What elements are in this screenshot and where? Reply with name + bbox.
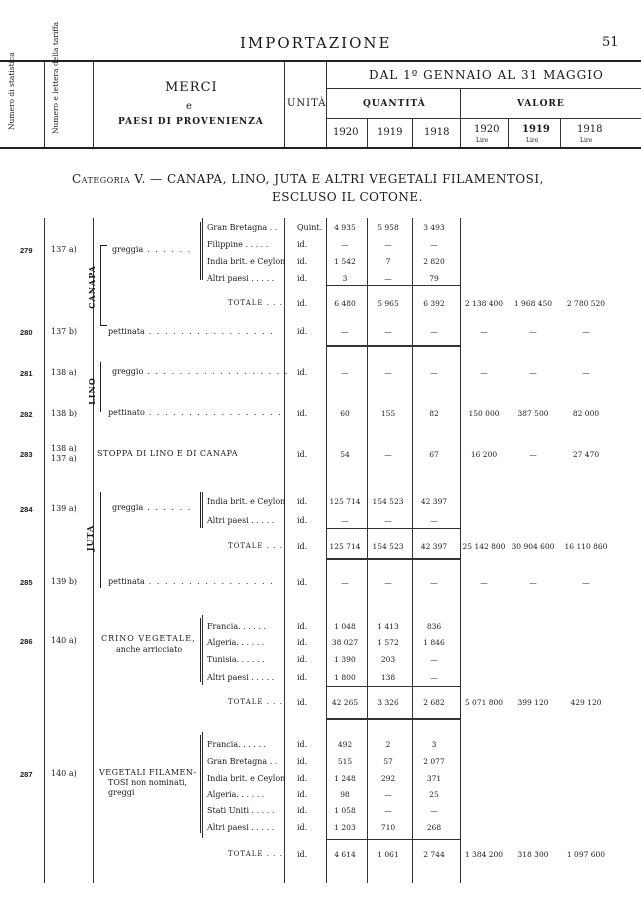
unit-cell: id. xyxy=(297,850,308,859)
unit-cell: id. xyxy=(297,698,308,707)
unit-cell: id. xyxy=(297,240,308,249)
quantity-cell: — xyxy=(384,790,392,799)
value-cell: 2 138 400 xyxy=(464,299,504,308)
stat-number: 287 xyxy=(20,770,33,779)
quantity-cell: 38 027 xyxy=(331,638,359,647)
quantity-cell: 6 392 xyxy=(423,299,445,308)
unit-cell: id. xyxy=(297,497,308,506)
group-lino: LINO xyxy=(87,377,97,405)
col-header-statistica: Numero di statistica xyxy=(7,52,16,130)
quantity-cell: 1 542 xyxy=(334,257,356,266)
country-cell: Altri paesi . . . . . xyxy=(207,673,275,682)
quantity-cell: — xyxy=(430,327,438,336)
unita-label: UNITÀ xyxy=(287,98,327,109)
value-cell: — xyxy=(529,578,537,587)
quantity-cell: 1 390 xyxy=(334,655,356,664)
header-top-rule xyxy=(0,60,641,62)
quantity-cell: 203 xyxy=(380,655,396,664)
quantity-cell: 3 326 xyxy=(377,698,399,707)
unit-cell: id. xyxy=(297,740,308,749)
page-number: 51 xyxy=(602,35,619,50)
stat-number: 280 xyxy=(20,328,33,337)
q-year-1918: 1918 xyxy=(424,127,450,138)
unit-cell: id. xyxy=(297,542,308,551)
quantity-cell: 1 061 xyxy=(377,850,399,859)
quantity-cell: 125 714 xyxy=(329,542,361,551)
value-cell: 16 200 xyxy=(470,450,498,459)
value-cell: — xyxy=(480,327,488,336)
quantity-cell: 42 265 xyxy=(331,698,359,707)
unit-cell: id. xyxy=(297,757,308,766)
item-greggio-lino: greggio . . . . . . . . . . . . . . . . . . xyxy=(112,367,289,376)
v-year-1919: 1919 xyxy=(522,124,550,135)
value-cell: 429 120 xyxy=(570,698,602,707)
unit-cell: id. xyxy=(297,368,308,377)
quantity-cell: 1 203 xyxy=(334,823,356,832)
quantity-cell: 3 493 xyxy=(423,223,445,232)
q-year-1920: 1920 xyxy=(333,127,359,138)
tariff-number: 138 b) xyxy=(51,409,78,418)
quantity-cell: 155 xyxy=(380,409,396,418)
value-cell: — xyxy=(582,327,590,336)
quantity-cell: 2 xyxy=(385,740,391,749)
quantity-cell: 292 xyxy=(380,774,396,783)
item-crino: CRINO VEGETALE, xyxy=(101,634,196,643)
value-cell: — xyxy=(529,327,537,336)
stat-number: 283 xyxy=(20,450,33,459)
quantity-cell: 6 480 xyxy=(334,299,356,308)
quantity-cell: 57 xyxy=(383,757,393,766)
item-vegetali: TOSI non nominati, xyxy=(108,778,188,787)
tariff-number: 138 a) xyxy=(51,444,77,453)
unit-cell: id. xyxy=(297,655,308,664)
quantity-cell: 371 xyxy=(426,774,442,783)
item-greggia-canapa: greggia . . . . . . xyxy=(112,245,192,254)
total-label: TOTALE . . . xyxy=(228,850,283,858)
tariff-number: 137 a) xyxy=(51,454,77,463)
item-pettinato-lino: pettinato . . . . . . . . . . . . . . . . . xyxy=(108,408,283,417)
quantity-cell: 2 077 xyxy=(423,757,445,766)
quantity-cell: — xyxy=(384,450,392,459)
v-year-1918: 1918 xyxy=(577,124,603,135)
quantity-cell: 42 397 xyxy=(420,542,448,551)
group-canapa: CANAPA xyxy=(87,265,97,309)
total-label: TOTALE . . . xyxy=(228,698,283,706)
stat-number: 286 xyxy=(20,637,33,646)
unit-cell: id. xyxy=(297,806,308,815)
quantita-label: QUANTITÀ xyxy=(363,99,426,109)
brace-canapa xyxy=(100,245,101,325)
unit-cell: id. xyxy=(297,622,308,631)
quantity-cell: 5 958 xyxy=(377,223,399,232)
unit-cell: id. xyxy=(297,516,308,525)
quantity-cell: 5 965 xyxy=(377,299,399,308)
quantity-cell: 154 523 xyxy=(372,497,404,506)
quantity-cell: — xyxy=(430,655,438,664)
country-cell: India brit. e Ceylon xyxy=(207,257,286,266)
item-pettinata-juta: pettinata . . . . . . . . . . . . . . . . xyxy=(108,577,275,586)
quantity-cell: — xyxy=(384,240,392,249)
header-bottom-rule xyxy=(0,147,641,149)
total-label: TOTALE . . . xyxy=(228,299,283,307)
quantity-cell: 98 xyxy=(340,790,350,799)
value-cell: — xyxy=(582,578,590,587)
quantity-cell: 1 048 xyxy=(334,622,356,631)
col-header-tariffa: Numero e lettera della tariffa xyxy=(51,21,60,134)
merci-label: MERCI xyxy=(165,80,218,95)
item-stoppa: STOPPA DI LINO E DI CANAPA xyxy=(97,449,239,458)
quantity-cell: 138 xyxy=(380,673,396,682)
lire-unit: Lire xyxy=(580,137,593,144)
quantity-cell: — xyxy=(430,368,438,377)
quantity-cell: 67 xyxy=(429,450,439,459)
value-cell: — xyxy=(529,450,537,459)
unit-cell: id. xyxy=(297,578,308,587)
country-cell: India brit. e Ceylon xyxy=(207,774,286,783)
quantity-cell: — xyxy=(384,368,392,377)
tariff-number: 138 a) xyxy=(51,368,77,377)
country-cell: India brit. e Ceylon xyxy=(207,497,286,506)
value-cell: 30 904 600 xyxy=(511,542,555,551)
item-vegetali: VEGETALI FILAMEN- xyxy=(99,768,197,777)
q-year-1919: 1919 xyxy=(377,127,403,138)
unit-cell: id. xyxy=(297,274,308,283)
unit-cell: id. xyxy=(297,790,308,799)
unit-cell: id. xyxy=(297,823,308,832)
value-cell: 1 384 200 xyxy=(464,850,504,859)
quantity-cell: — xyxy=(384,578,392,587)
unit-cell: id. xyxy=(297,673,308,682)
quantity-cell: — xyxy=(384,327,392,336)
lire-unit: Lire xyxy=(476,137,489,144)
country-cell: Altri paesi . . . . . xyxy=(207,274,275,283)
quantity-cell: 3 xyxy=(342,274,348,283)
value-cell: 16 110 860 xyxy=(564,542,608,551)
value-cell: — xyxy=(480,578,488,587)
tariff-number: 139 a) xyxy=(51,504,77,513)
tariff-number: 140 a) xyxy=(51,769,77,778)
country-cell: Francia. . . . . . xyxy=(207,622,267,631)
quantity-cell: — xyxy=(341,240,349,249)
period-label: DAL 1º GENNAIO AL 31 MAGGIO xyxy=(369,68,604,82)
v-year-1920: 1920 xyxy=(474,124,500,135)
quantity-cell: 836 xyxy=(426,622,442,631)
quantity-cell: — xyxy=(341,327,349,336)
category-title: Categoria V. — CANAPA, LINO, JUTA E ALTRI VEGETALI FILAMENTOSI, xyxy=(72,172,544,186)
quantity-cell: — xyxy=(384,274,392,283)
stat-number: 282 xyxy=(20,410,33,419)
quantity-cell: 1 058 xyxy=(334,806,356,815)
quantity-cell: 4 614 xyxy=(334,850,356,859)
value-cell: 1 968 450 xyxy=(513,299,553,308)
stat-number: 285 xyxy=(20,578,33,587)
country-cell: Altri paesi . . . . . xyxy=(207,823,275,832)
value-cell: 27 470 xyxy=(572,450,600,459)
item-vegetali: greggi xyxy=(108,788,135,797)
country-cell: Algeria. . . . . . xyxy=(207,638,265,647)
quantity-cell: 2 820 xyxy=(423,257,445,266)
quantity-cell: 82 xyxy=(429,409,439,418)
quantity-cell: 54 xyxy=(340,450,350,459)
quantity-cell: 60 xyxy=(340,409,350,418)
stat-number: 279 xyxy=(20,246,33,255)
quantity-cell: — xyxy=(384,806,392,815)
quantity-cell: 79 xyxy=(429,274,439,283)
paesi-label: PAESI DI PROVENIENZA xyxy=(118,117,264,127)
quantity-cell: 7 xyxy=(385,257,391,266)
value-cell: 2 780 520 xyxy=(566,299,606,308)
quantity-cell: 1 572 xyxy=(377,638,399,647)
value-cell: 5 071 800 xyxy=(464,698,504,707)
tariff-number: 137 b) xyxy=(51,327,78,336)
country-cell: Gran Bretagna . . xyxy=(207,223,278,232)
quantity-cell: 25 xyxy=(429,790,439,799)
item-pettinata-canapa: pettinata . . . . . . . . . . . . . . . . xyxy=(108,327,275,336)
unit-cell: id. xyxy=(297,774,308,783)
quantity-cell: 1 413 xyxy=(377,622,399,631)
lire-unit: Lire xyxy=(526,137,539,144)
unit-cell: Quint. xyxy=(297,223,323,232)
value-cell: 1 097 600 xyxy=(566,850,606,859)
item-greggia-juta: greggia . . . . . . xyxy=(112,503,192,512)
stat-number: 284 xyxy=(20,505,33,514)
value-cell: 318 300 xyxy=(517,850,549,859)
quantity-cell: 515 xyxy=(337,757,353,766)
quantity-cell: — xyxy=(430,516,438,525)
quantity-cell: 125 714 xyxy=(329,497,361,506)
country-cell: Altri paesi . . . . . xyxy=(207,516,275,525)
tariff-number: 139 b) xyxy=(51,577,78,586)
quantity-cell: — xyxy=(430,806,438,815)
unit-cell: id. xyxy=(297,299,308,308)
quantity-cell: — xyxy=(430,240,438,249)
quantity-cell: — xyxy=(430,673,438,682)
country-cell: Stati Uniti . . . . . xyxy=(207,806,275,815)
quantity-cell: 492 xyxy=(337,740,353,749)
quantity-cell: 4 935 xyxy=(334,223,356,232)
country-cell: Gran Bretagna . . xyxy=(207,757,278,766)
quantity-cell: 1 846 xyxy=(423,638,445,647)
quantity-cell: 3 xyxy=(431,740,437,749)
value-cell: — xyxy=(582,368,590,377)
quantity-cell: 1 800 xyxy=(334,673,356,682)
page-title: IMPORTAZIONE xyxy=(240,34,392,52)
quantity-cell: 2 744 xyxy=(423,850,445,859)
value-cell: 82 000 xyxy=(572,409,600,418)
quantity-cell: — xyxy=(341,516,349,525)
item-crino-note: anche arricciato xyxy=(116,645,183,654)
country-cell: Tunisia. . . . . . xyxy=(207,655,265,664)
quantity-cell: — xyxy=(430,578,438,587)
quantity-cell: — xyxy=(341,578,349,587)
valore-label: VALORE xyxy=(517,99,565,109)
category-subtitle: ESCLUSO IL COTONE. xyxy=(272,190,423,204)
value-cell: 25 142 800 xyxy=(462,542,506,551)
unit-cell: id. xyxy=(297,450,308,459)
merci-e-label: e xyxy=(186,101,192,112)
unit-cell: id. xyxy=(297,257,308,266)
stat-number: 281 xyxy=(20,369,33,378)
quantity-cell: — xyxy=(341,368,349,377)
tariff-number: 137 a) xyxy=(51,245,77,254)
quantity-cell: 710 xyxy=(380,823,396,832)
value-cell: 150 000 xyxy=(468,409,500,418)
value-cell: 387 500 xyxy=(517,409,549,418)
total-label: TOTALE . . . xyxy=(228,542,283,550)
unit-cell: id. xyxy=(297,638,308,647)
quantity-cell: 1 248 xyxy=(334,774,356,783)
unit-cell: id. xyxy=(297,327,308,336)
unit-cell: id. xyxy=(297,409,308,418)
quantity-cell: — xyxy=(384,516,392,525)
quantity-cell: 42 397 xyxy=(420,497,448,506)
country-cell: Algeria. . . . . . xyxy=(207,790,265,799)
value-cell: 399 120 xyxy=(517,698,549,707)
group-juta: JUTA xyxy=(85,524,95,552)
value-cell: — xyxy=(480,368,488,377)
value-cell: — xyxy=(529,368,537,377)
tariff-number: 140 a) xyxy=(51,636,77,645)
country-cell: Filippine . . . . . xyxy=(207,240,269,249)
quantity-cell: 268 xyxy=(426,823,442,832)
quantity-cell: 154 523 xyxy=(372,542,404,551)
country-cell: Francia. . . . . . xyxy=(207,740,267,749)
quantity-cell: 2 682 xyxy=(423,698,445,707)
